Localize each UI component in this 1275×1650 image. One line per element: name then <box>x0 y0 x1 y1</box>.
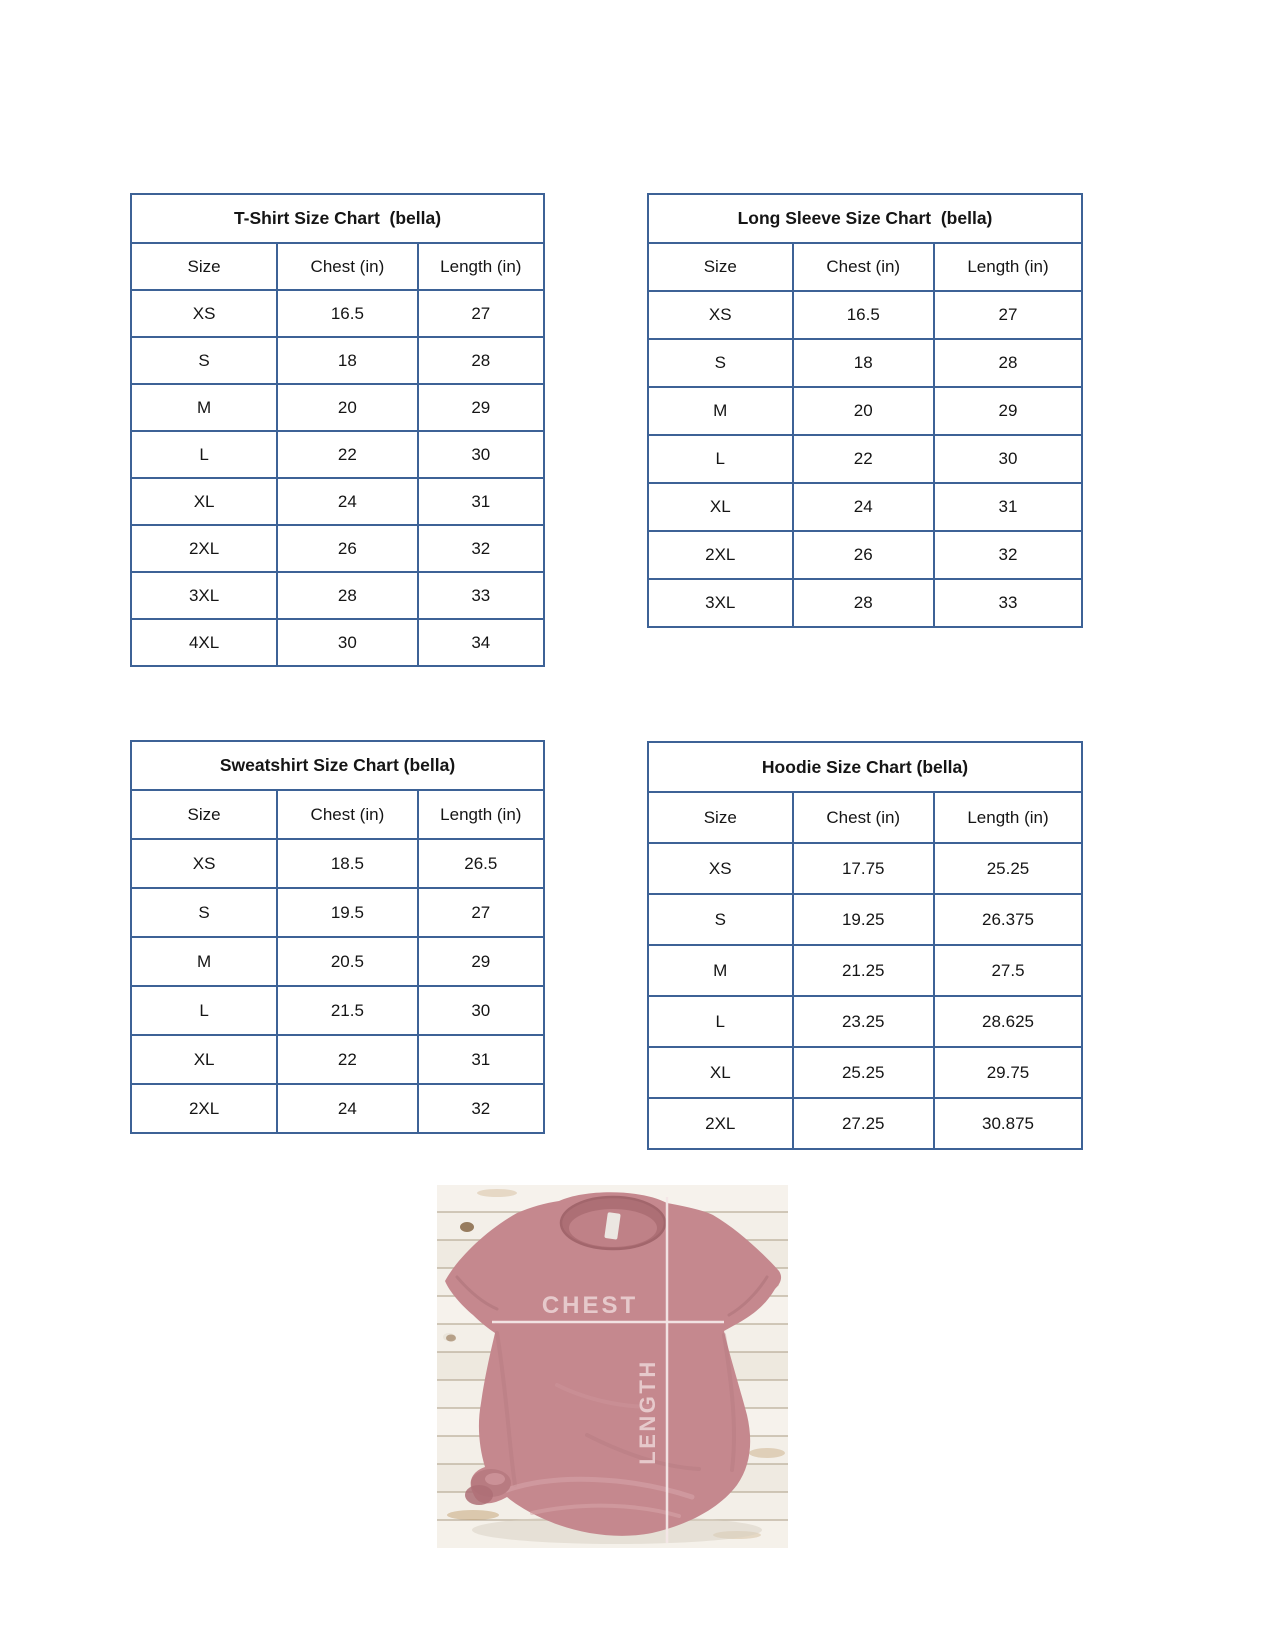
chest-cell: 19.5 <box>277 888 417 937</box>
length-cell: 26.5 <box>418 839 544 888</box>
chest-cell: 24 <box>793 483 934 531</box>
table-title-row <box>648 194 1082 243</box>
chest-cell: 18 <box>277 337 417 384</box>
length-cell: 29.75 <box>934 1047 1082 1098</box>
size-cell: L <box>648 996 793 1047</box>
column-header-size: Size <box>131 790 277 839</box>
table-header-row <box>648 792 1082 843</box>
chest-cell: 28 <box>793 579 934 627</box>
length-cell: 26.375 <box>934 894 1082 945</box>
table-row <box>648 483 1082 531</box>
chest-cell: 23.25 <box>793 996 934 1047</box>
table-row <box>648 291 1082 339</box>
size-cell: XS <box>131 290 277 337</box>
table-row <box>131 572 544 619</box>
length-cell: 31 <box>418 478 544 525</box>
size-cell: 2XL <box>648 1098 793 1149</box>
chest-cell: 24 <box>277 478 417 525</box>
size-cell: 3XL <box>648 579 793 627</box>
table-row <box>131 384 544 431</box>
size-cell: M <box>131 384 277 431</box>
shirt-collar <box>561 1197 665 1249</box>
column-header-chest: Chest (in) <box>793 792 934 843</box>
chest-cell: 20 <box>793 387 934 435</box>
table-row <box>131 1035 544 1084</box>
chest-cell: 30 <box>277 619 417 666</box>
length-cell: 32 <box>934 531 1082 579</box>
column-header-length: Length (in) <box>934 243 1082 291</box>
chest-cell: 22 <box>277 431 417 478</box>
column-header-size: Size <box>131 243 277 290</box>
chest-cell: 17.75 <box>793 843 934 894</box>
length-cell: 31 <box>418 1035 544 1084</box>
chest-cell: 22 <box>793 435 934 483</box>
chest-cell: 18 <box>793 339 934 387</box>
length-cell: 33 <box>934 579 1082 627</box>
length-cell: 28 <box>934 339 1082 387</box>
table-header-row <box>131 243 544 290</box>
size-cell: L <box>131 986 277 1035</box>
length-cell: 34 <box>418 619 544 666</box>
chest-cell: 19.25 <box>793 894 934 945</box>
chest-cell: 24 <box>277 1084 417 1133</box>
length-cell: 32 <box>418 1084 544 1133</box>
chest-label: CHEST <box>541 1292 639 1319</box>
table-row <box>131 986 544 1035</box>
size-cell: XL <box>131 478 277 525</box>
table-row <box>131 839 544 888</box>
column-header-chest: Chest (in) <box>793 243 934 291</box>
length-cell: 28 <box>418 337 544 384</box>
tshirt-size-table <box>130 193 545 667</box>
column-header-size: Size <box>648 792 793 843</box>
size-cell: 4XL <box>131 619 277 666</box>
size-cell: XS <box>648 291 793 339</box>
table-row <box>131 478 544 525</box>
size-cell: XL <box>648 1047 793 1098</box>
size-cell: S <box>648 339 793 387</box>
table-row <box>648 1047 1082 1098</box>
length-label: LENGTH <box>635 1359 660 1465</box>
size-cell: 2XL <box>131 1084 277 1133</box>
chest-cell: 20.5 <box>277 937 417 986</box>
column-header-chest: Chest (in) <box>277 790 417 839</box>
table-row <box>131 525 544 572</box>
size-cell: L <box>648 435 793 483</box>
table-title: Long Sleeve Size Chart (bella) <box>648 194 1082 243</box>
table-row <box>648 894 1082 945</box>
table-row <box>648 387 1082 435</box>
size-cell: S <box>648 894 793 945</box>
size-cell: XS <box>648 843 793 894</box>
chest-cell: 18.5 <box>277 839 417 888</box>
table-row <box>648 843 1082 894</box>
table-row <box>131 290 544 337</box>
length-cell: 30.875 <box>934 1098 1082 1149</box>
size-cell: XL <box>131 1035 277 1084</box>
length-cell: 27 <box>418 888 544 937</box>
table-title: T-Shirt Size Chart (bella) <box>131 194 544 243</box>
chest-cell: 16.5 <box>793 291 934 339</box>
table-header-row <box>131 790 544 839</box>
tshirt-measurement-photo <box>437 1185 788 1548</box>
sweatshirt-size-table <box>130 740 545 1134</box>
hoodie-size-table <box>647 741 1083 1150</box>
table-title: Hoodie Size Chart (bella) <box>648 742 1082 792</box>
table-title-row <box>131 741 544 790</box>
length-cell: 27 <box>418 290 544 337</box>
length-cell: 29 <box>418 937 544 986</box>
length-cell: 32 <box>418 525 544 572</box>
chest-cell: 27.25 <box>793 1098 934 1149</box>
table-row <box>131 619 544 666</box>
size-cell: M <box>131 937 277 986</box>
table-title-row <box>131 194 544 243</box>
table-row <box>648 579 1082 627</box>
length-cell: 27 <box>934 291 1082 339</box>
length-cell: 29 <box>934 387 1082 435</box>
table-title-row <box>648 742 1082 792</box>
table-row <box>648 339 1082 387</box>
length-cell: 31 <box>934 483 1082 531</box>
table-header-row <box>648 243 1082 291</box>
chest-cell: 26 <box>277 525 417 572</box>
length-cell: 30 <box>934 435 1082 483</box>
table-row <box>131 431 544 478</box>
length-cell: 30 <box>418 431 544 478</box>
length-cell: 30 <box>418 986 544 1035</box>
size-cell: S <box>131 337 277 384</box>
chest-cell: 28 <box>277 572 417 619</box>
chest-cell: 26 <box>793 531 934 579</box>
table-row <box>648 996 1082 1047</box>
size-cell: 2XL <box>131 525 277 572</box>
size-cell: S <box>131 888 277 937</box>
chest-cell: 21.25 <box>793 945 934 996</box>
chest-cell: 21.5 <box>277 986 417 1035</box>
size-cell: L <box>131 431 277 478</box>
size-cell: XL <box>648 483 793 531</box>
size-cell: 2XL <box>648 531 793 579</box>
length-cell: 28.625 <box>934 996 1082 1047</box>
chest-cell: 22 <box>277 1035 417 1084</box>
table-row <box>131 337 544 384</box>
table-row <box>131 888 544 937</box>
table-title: Sweatshirt Size Chart (bella) <box>131 741 544 790</box>
size-cell: 3XL <box>131 572 277 619</box>
table-row <box>648 435 1082 483</box>
size-cell: XS <box>131 839 277 888</box>
table-row <box>131 1084 544 1133</box>
column-header-length: Length (in) <box>418 243 544 290</box>
longsleeve-size-table <box>647 193 1083 628</box>
chest-cell: 25.25 <box>793 1047 934 1098</box>
column-header-length: Length (in) <box>934 792 1082 843</box>
size-cell: M <box>648 945 793 996</box>
length-cell: 27.5 <box>934 945 1082 996</box>
column-header-length: Length (in) <box>418 790 544 839</box>
length-cell: 25.25 <box>934 843 1082 894</box>
length-cell: 33 <box>418 572 544 619</box>
table-row <box>131 937 544 986</box>
table-row <box>648 945 1082 996</box>
chest-cell: 16.5 <box>277 290 417 337</box>
column-header-size: Size <box>648 243 793 291</box>
chest-cell: 20 <box>277 384 417 431</box>
length-cell: 29 <box>418 384 544 431</box>
column-header-chest: Chest (in) <box>277 243 417 290</box>
table-row <box>648 531 1082 579</box>
size-cell: M <box>648 387 793 435</box>
table-row <box>648 1098 1082 1149</box>
